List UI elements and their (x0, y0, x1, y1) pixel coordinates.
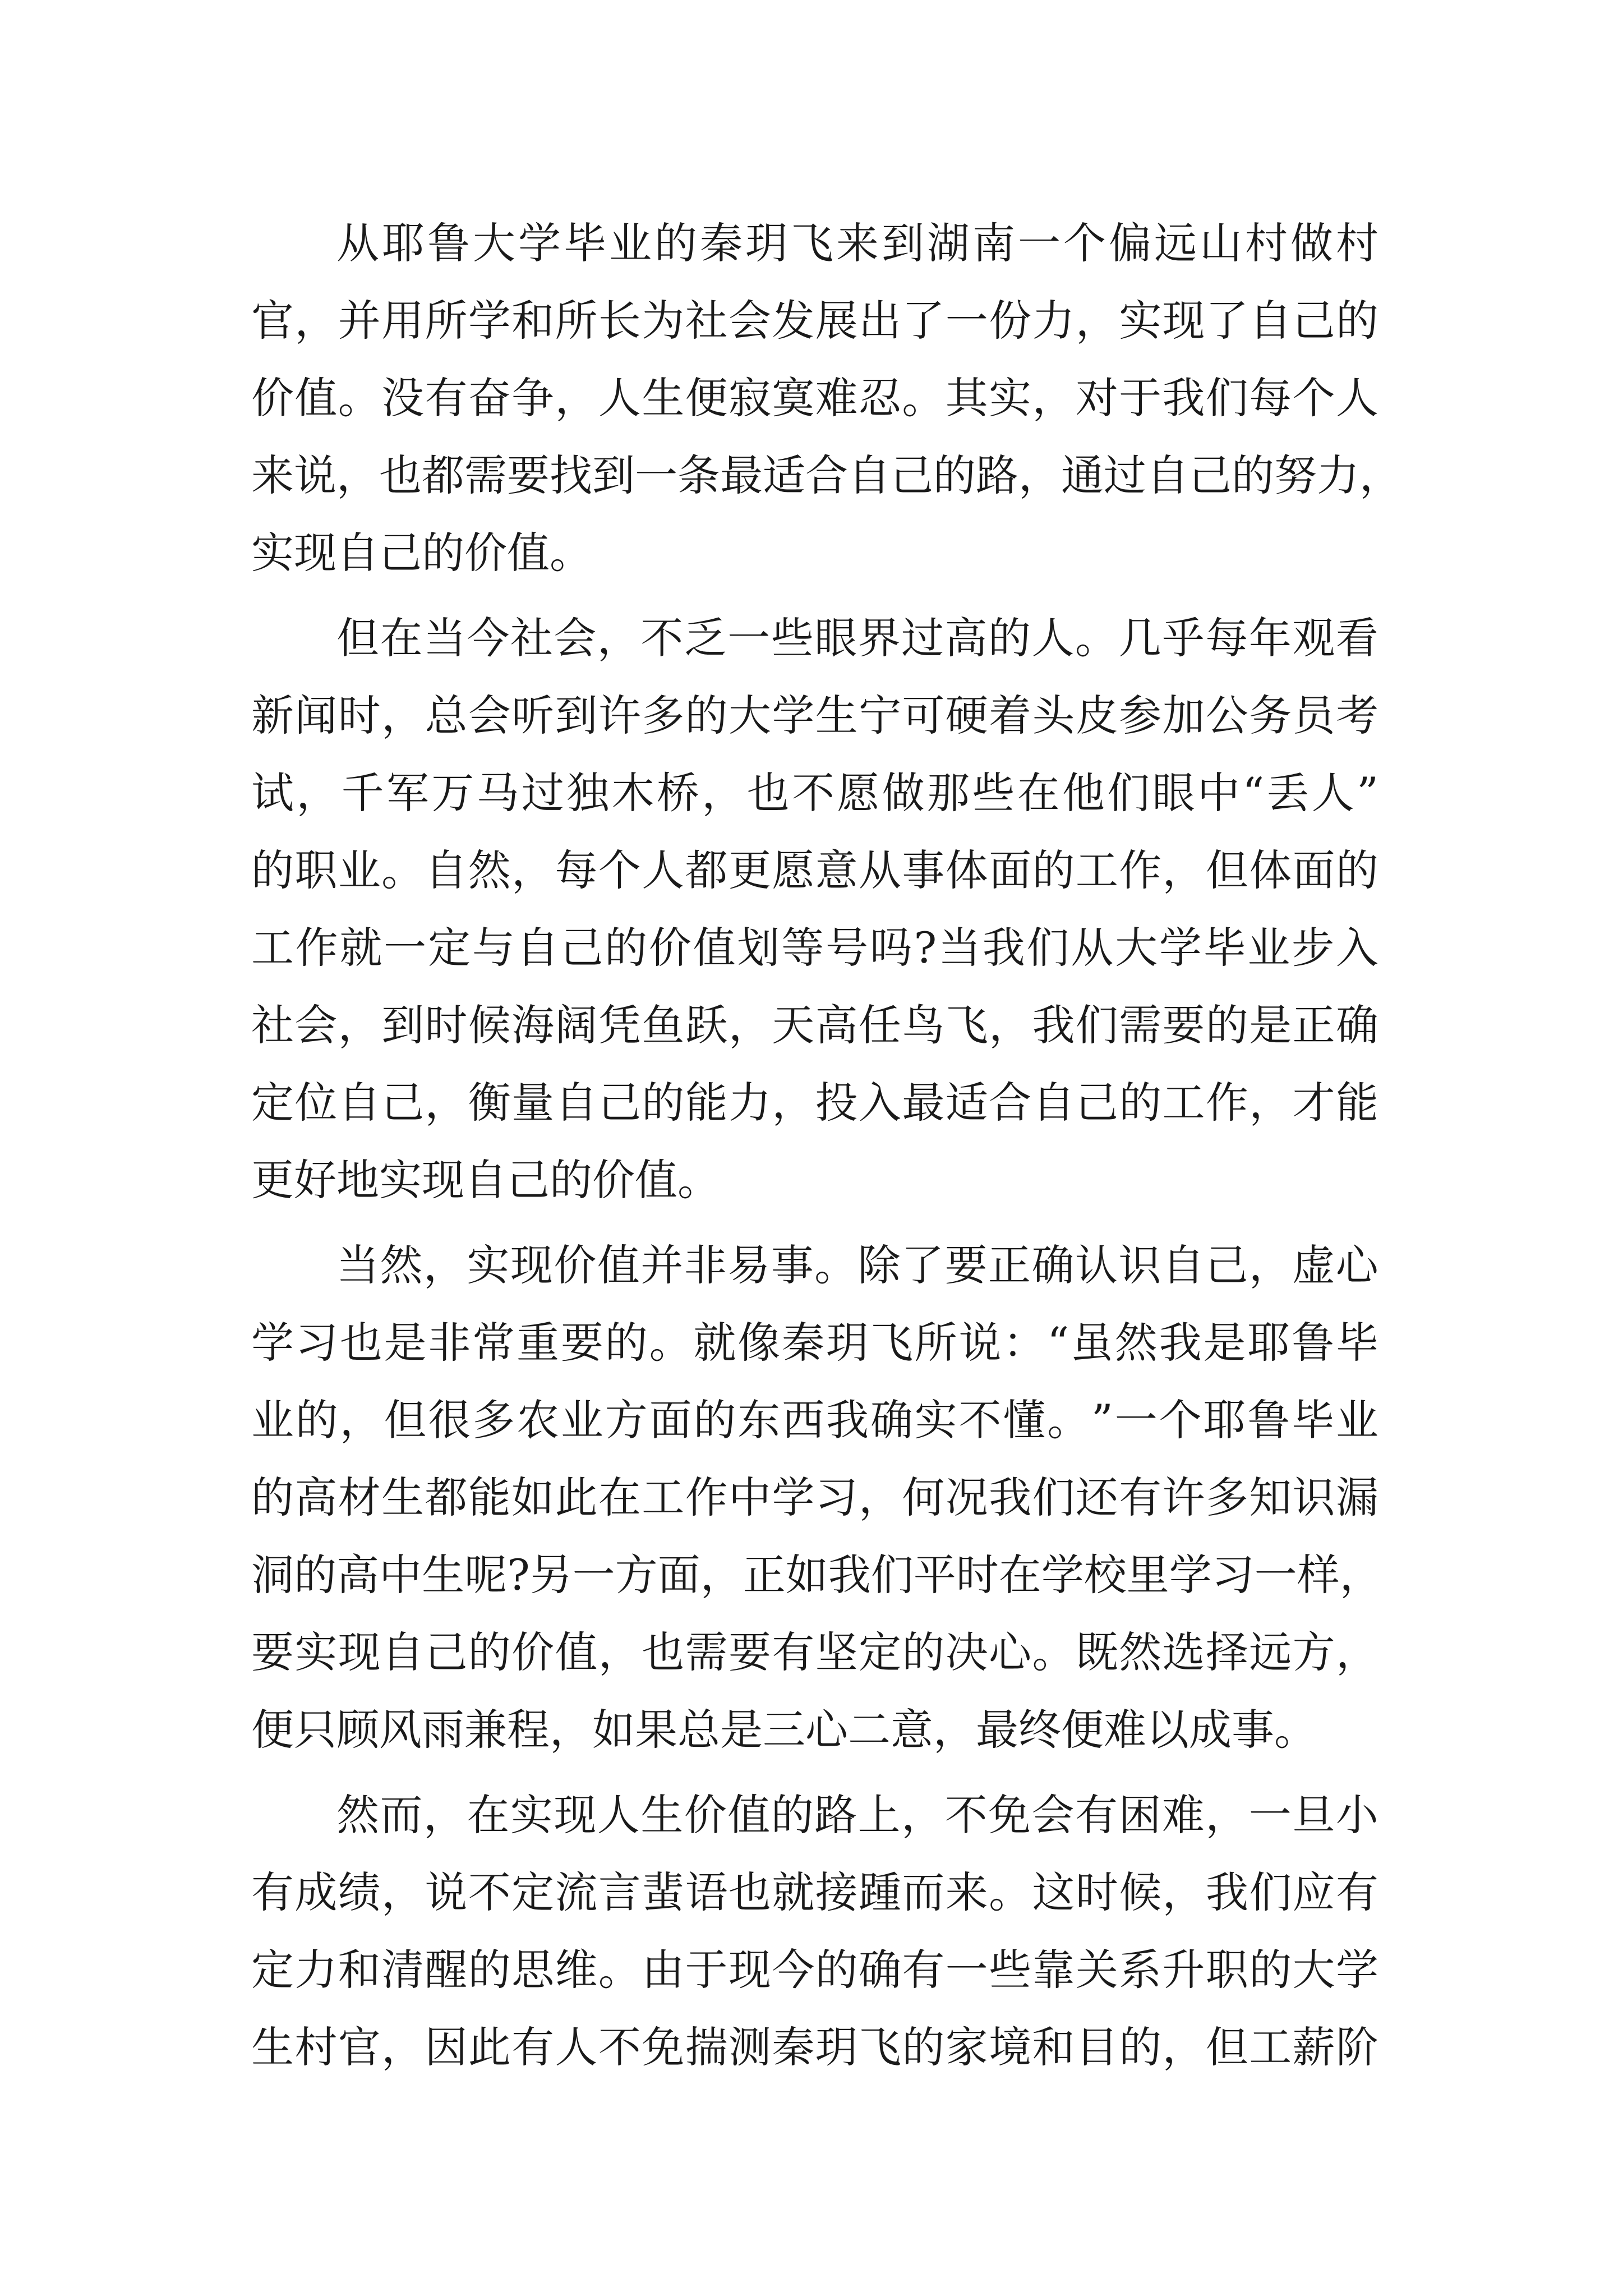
text-line: 但 在 当 今 社 会 ， 不 乏 一 些 眼 界 过 高 的 人 。 几 乎 每 年 观 看 (336, 613, 1378, 663)
text-line: 当 然 ， 实 现 价 值 并 非 易 事 。 除 了 要 正 确 认 识 自 己 ， 虚 心 (336, 1240, 1378, 1290)
text-line: 从 耶 鲁 大 学 毕 业 的 秦 玥 飞 来 到 湖 南 一 个 偏 远 山 村 做 村 (336, 218, 1378, 268)
text-line: 定 力 和 清 醒 的 思 维 。 由 于 现 今 的 确 有 一 些 靠 关 系 升 职 的 大 学 (251, 1945, 1378, 1995)
text-line: 便只顾风雨兼程，如果总是三心二意，最终便难以成事。 (251, 1705, 1317, 1755)
paragraph-gap (251, 592, 1378, 600)
paragraph-gap (251, 1219, 1378, 1227)
text-line: 新 闻 时 ， 总 会 听 到 许 多 的 大 学 生 宁 可 硬 着 头 皮 参 加 公 务 员 考 (251, 691, 1378, 740)
text-line: 学 习 也 是 非 常 重 要 的 。 就 像 秦 玥 飞 所 说 ： “ 虽 然 我 是 耶 鲁 毕 (251, 1318, 1378, 1368)
text-line: 来 说 ， 也 都 需 要 找 到 一 条 最 适 合 自 己 的 路 ， 通 过 自 己 的 努 力 ， (251, 450, 1402, 500)
text-line: 要 实 现 自 己 的 价 值 ， 也 需 要 有 坚 定 的 决 心 。 既 然 选 择 远 方 ， (251, 1627, 1378, 1677)
text-line: 价 值 。 没 有 奋 争 ， 人 生 便 寂 寞 难 忍 。 其 实 ， 对 于 我 们 每 个 人 (251, 373, 1378, 423)
text-line: 洞 的 高 中 生 呢 ? 另 一 方 面 ， 正 如 我 们 平 时 在 学 校 里 学 习 一 样 ， (251, 1550, 1382, 1600)
text-line: 实现自己的价值。 (251, 528, 592, 578)
text-line: 官 ， 并 用 所 学 和 所 长 为 社 会 发 展 出 了 一 份 力 ， 实 现 了 自 己 的 (251, 296, 1378, 346)
text-line: 定 位 自 己 ， 衡 量 自 己 的 能 力 ， 投 入 最 适 合 自 己 的 工 作 ， 才 能 (251, 1078, 1378, 1128)
text-line: 社 会 ， 到 时 候 海 阔 凭 鱼 跃 ， 天 高 任 鸟 飞 ， 我 们 需 要 的 是 正 确 (251, 1000, 1378, 1050)
paragraph-gap (251, 1769, 1378, 1777)
body-text (251, 205, 1402, 2086)
text-line: 生 村 官 ， 因 此 有 人 不 免 揣 测 秦 玥 飞 的 家 境 和 目 的 ， 但 工 薪 阶 (251, 2022, 1378, 2072)
text-line: 工 作 就 一 定 与 自 己 的 价 值 划 等 号 吗 ? 当 我 们 从 大 学 毕 业 步 入 (251, 923, 1378, 973)
text-line: 的 职 业 。 自 然 ， 每 个 人 都 更 愿 意 从 事 体 面 的 工 作 ， 但 体 面 的 (251, 845, 1378, 895)
text-line: 的 高 材 生 都 能 如 此 在 工 作 中 学 习 ， 何 况 我 们 还 有 许 多 知 识 漏 (251, 1473, 1378, 1522)
text-line: 更好地实现自己的价值。 (251, 1155, 720, 1205)
text-line: 业 的 ， 但 很 多 农 业 方 面 的 东 西 我 确 实 不 懂 。 ” 一 个 耶 鲁 毕 业 (251, 1395, 1378, 1445)
text-line: 然 而 ， 在 实 现 人 生 价 值 的 路 上 ， 不 免 会 有 困 难 ， 一 旦 小 (336, 1790, 1378, 1840)
text-line: 有 成 绩 ， 说 不 定 流 言 蜚 语 也 就 接 踵 而 来 。 这 时 候 ， 我 们 应 有 (251, 1867, 1378, 1917)
text-line: 试 ， 千 军 万 马 过 独 木 桥 ， 也 不 愿 做 那 些 在 他 们 眼 中 “ 丢 人 ” (251, 768, 1378, 818)
